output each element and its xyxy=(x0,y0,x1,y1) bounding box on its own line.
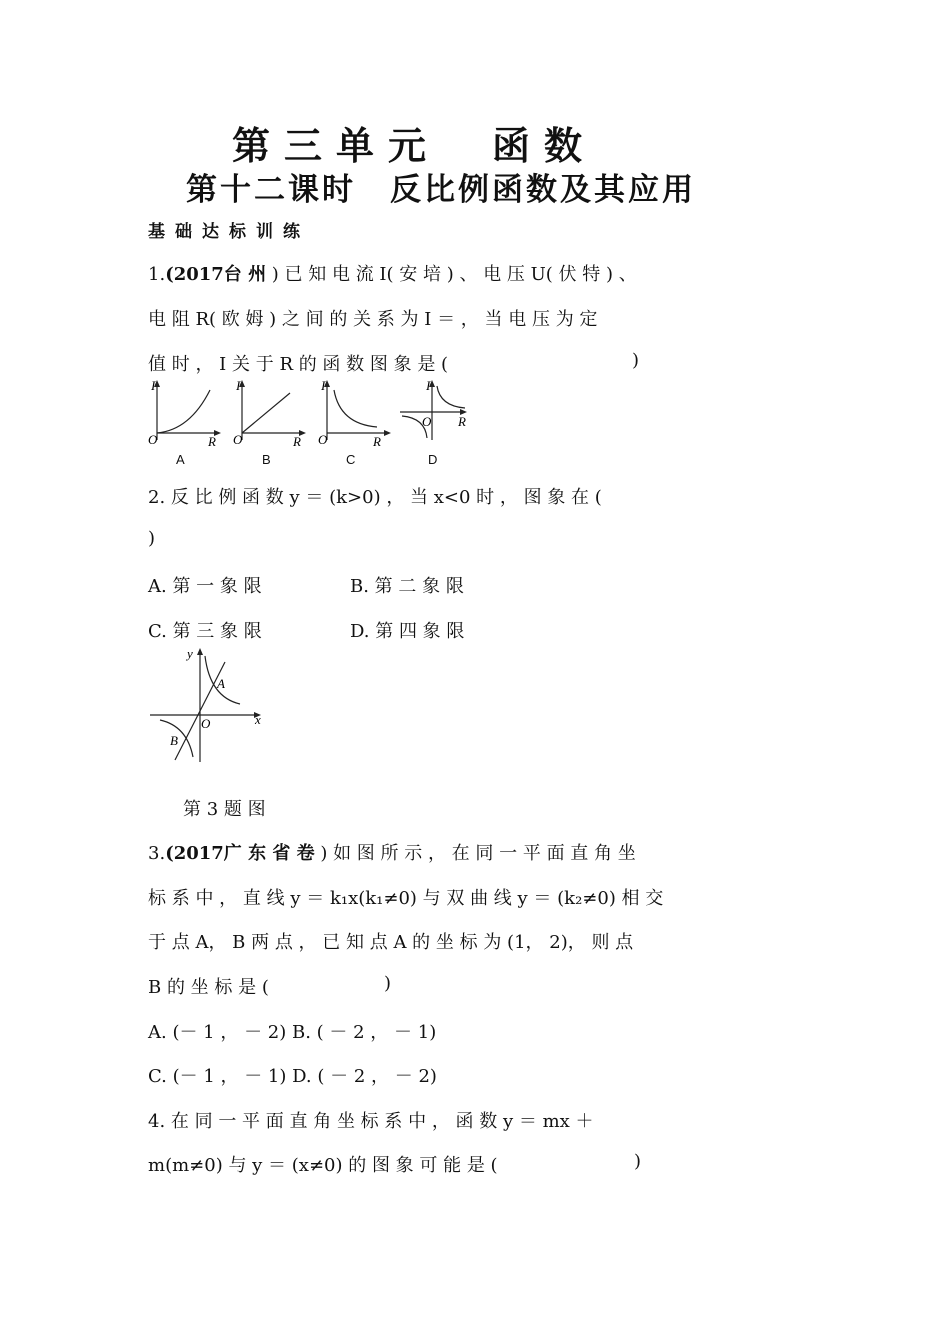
question-3-line-1 xyxy=(148,839,788,865)
question-1-source: (2017台 州 xyxy=(165,264,267,285)
question-2-line-1: 2. 反 比 例 函 数 y ＝ (k>0) ， 当 x<0 时 ， 图 象 在 ( xyxy=(148,487,602,508)
graph-b-label: B xyxy=(262,452,271,467)
question-1-graphs xyxy=(145,378,475,448)
question-2-option-d: D. 第 四 象 限 xyxy=(350,621,465,642)
svg-text:O: O xyxy=(201,716,211,731)
svg-text:O: O xyxy=(422,414,432,429)
graph-b xyxy=(233,378,306,448)
question-3-options-ab: A. (－ 1 ， － 2) B. ( － 2 ， － 1) xyxy=(148,1022,437,1043)
question-3-answer-close: ) xyxy=(384,973,392,994)
graph-d xyxy=(400,378,467,440)
question-2-option-b: B. 第 二 象 限 xyxy=(350,576,464,597)
question-3-figure xyxy=(145,642,270,767)
graph-a xyxy=(148,378,221,448)
svg-text:I: I xyxy=(151,378,156,393)
question-2-option-c: C. 第 三 象 限 xyxy=(148,621,262,642)
graph-c xyxy=(318,378,391,448)
section-heading: 基础达标训练 xyxy=(148,222,310,242)
svg-text:I: I xyxy=(426,378,431,393)
svg-text:O: O xyxy=(148,432,158,447)
question-4-line-1: 4. 在 同 一 平 面 直 角 坐 标 系 中 ， 函 数 y ＝ mx ＋ xyxy=(148,1111,594,1132)
svg-text:B: B xyxy=(170,733,178,748)
question-2-option-a: A. 第 一 象 限 xyxy=(148,576,262,597)
svg-text:I: I xyxy=(236,378,241,393)
question-3-figure-caption: 第 3 题 图 xyxy=(183,799,266,820)
question-1-line-3: 值 时 ， I 关 于 R 的 函 数 图 象 是 ( xyxy=(148,354,449,375)
question-3-line-3: 于 点 A， B 两 点 ， 已 知 点 A 的 坐 标 为 (1， 2)， 则 点 xyxy=(148,932,634,953)
svg-text:O: O xyxy=(233,432,243,447)
svg-text:R: R xyxy=(293,434,301,448)
lesson-title: 第十二课时 反比例函数及其应用 xyxy=(186,172,696,208)
svg-text:A: A xyxy=(217,676,225,691)
graph-d-label: D xyxy=(428,452,438,467)
question-1-line-1 xyxy=(148,260,788,286)
svg-text:R: R xyxy=(458,414,466,429)
svg-text:x: x xyxy=(255,712,261,727)
question-3-options-cd: C. (－ 1 ， － 1) D. ( － 2 ， － 2) xyxy=(148,1066,437,1087)
question-3-line-2: 标 系 中 ， 直 线 y ＝ k₁x(k₁≠0) 与 双 曲 线 y ＝ (k₂≠0) 相 交 xyxy=(148,888,664,909)
question-4-answer-close: ) xyxy=(634,1151,642,1172)
graph-c-label: C xyxy=(346,452,356,467)
question-3-text: ) 如 图 所 示 ， 在 同 一 平 面 直 角 坐 xyxy=(314,843,636,864)
question-3-source: (2017广 东 省 卷 xyxy=(165,843,315,864)
question-1-text: ) 已 知 电 流 I( 安 培 ) 、 电 压 U( 伏 特 ) 、 xyxy=(266,264,637,285)
question-3-number: 3. xyxy=(148,843,166,864)
question-2-line-2: ) xyxy=(148,528,156,549)
question-1-number: 1. xyxy=(148,264,166,285)
svg-text:y: y xyxy=(187,646,193,661)
question-1-answer-close: ) xyxy=(632,350,640,371)
unit-title: 第三单元 函数 xyxy=(232,124,597,168)
graph-a-label: A xyxy=(176,452,185,467)
question-1-line-2: 电 阻 R( 欧 姆 ) 之 间 的 关 系 为 I ＝ ， 当 电 压 为 定 xyxy=(148,309,598,330)
question-4-line-2: m(m≠0) 与 y ＝ (x≠0) 的 图 象 可 能 是 ( xyxy=(148,1155,498,1176)
svg-text:R: R xyxy=(373,434,381,448)
question-3-line-4: B 的 坐 标 是 ( xyxy=(148,977,269,998)
svg-text:I: I xyxy=(321,378,326,393)
svg-text:R: R xyxy=(208,434,216,448)
svg-text:O: O xyxy=(318,432,328,447)
